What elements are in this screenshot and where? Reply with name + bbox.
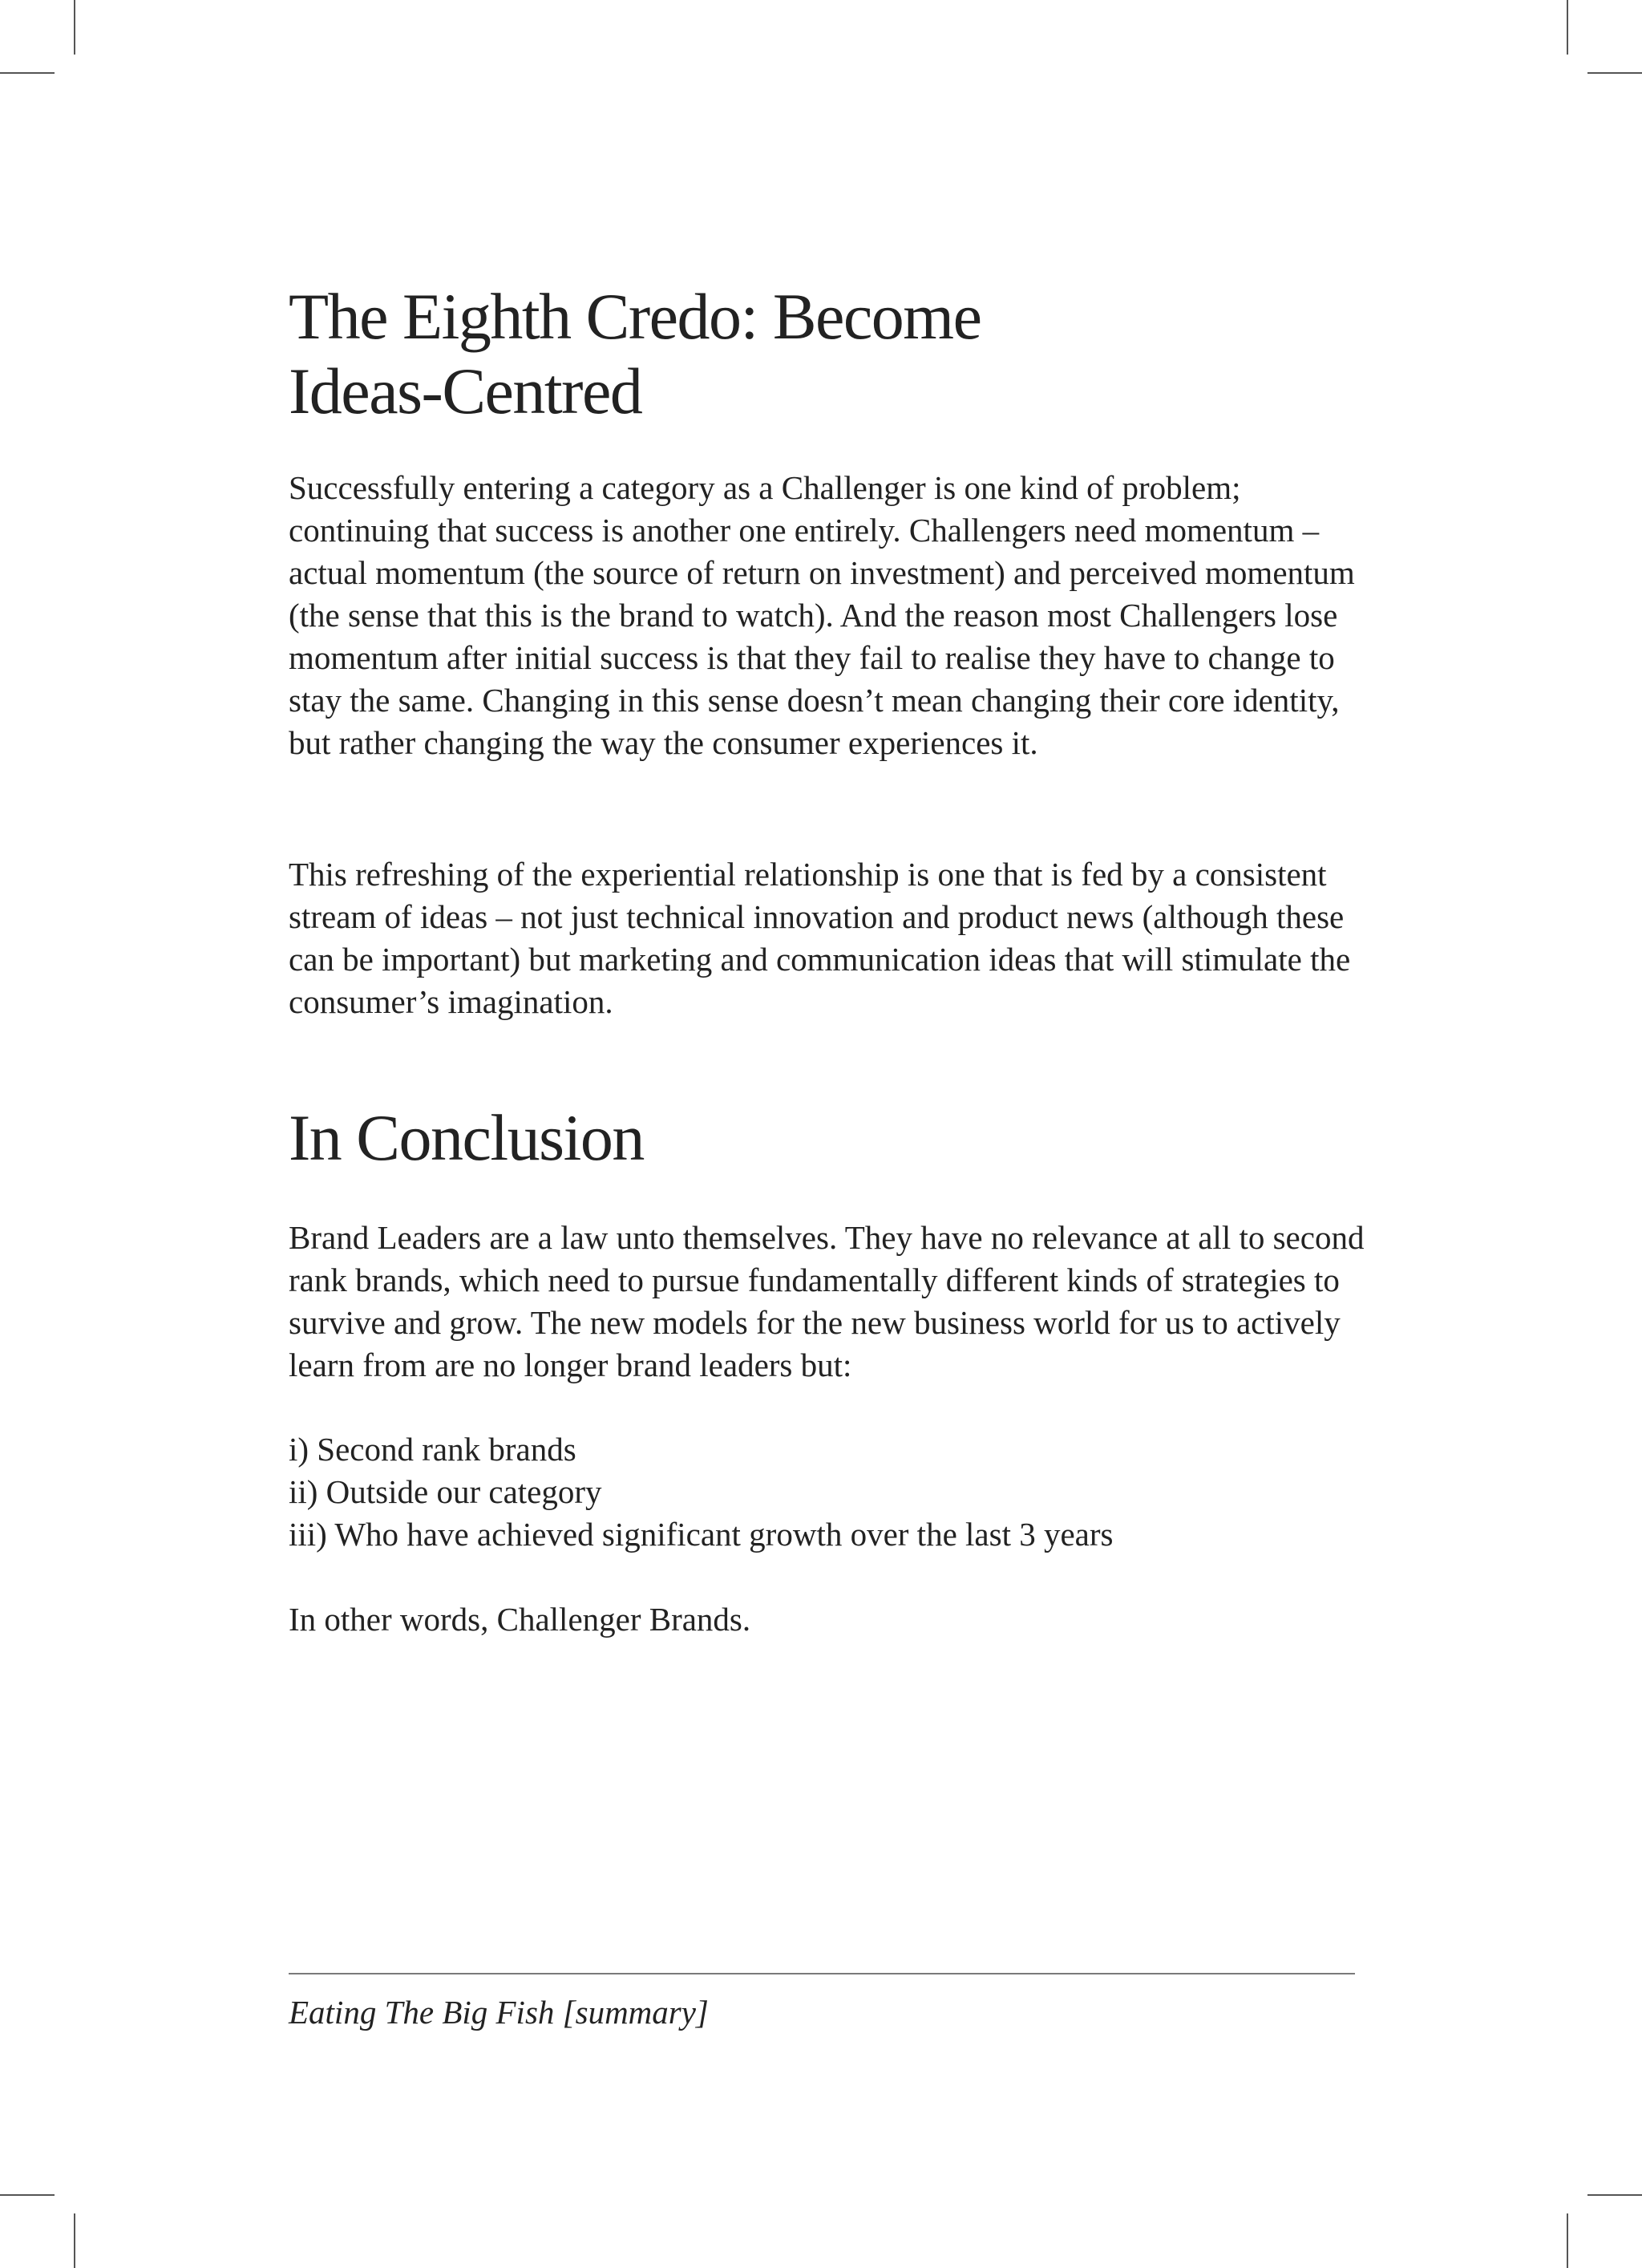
credo-heading-line1: The Eighth Credo: Become <box>289 280 981 353</box>
footer-title: Eating The Big Fish [summary] <box>289 1994 709 2031</box>
conclusion-heading: In Conclusion <box>289 1101 644 1174</box>
credo-heading <box>289 279 1411 428</box>
list-item: i) Second rank brands <box>289 1431 576 1468</box>
credo-paragraph-2: This refreshing of the experiential relationship is one that is fed by a consistent stream of ideas – not just technical innovation and product news (although these can be important) but marketing and communication ideas that will stimulate the consumer’s imagination. <box>289 856 1351 1020</box>
list-item: ii) Outside our category <box>289 1473 602 1510</box>
credo-paragraph-1: Successfully entering a category as a Challenger is one kind of problem; continuing that success is another one entirely. Challengers need momentum – actual momentum (the source of return on investment) and perceived momentum (the sense that this is the brand to watch). And the reason most Challengers lose momentum after initial success is that they fail to realise they have to change to stay the same. Changing in this sense doesn’t mean changing their core identity, but rather changing the way the consumer experiences it. <box>289 469 1355 761</box>
credo-heading-line2: Ideas-Centred <box>289 354 642 427</box>
conclusion-closing: In other words, Challenger Brands. <box>289 1601 751 1638</box>
criteria-list <box>289 1428 1113 1556</box>
list-item: iii) Who have achieved significant growth over the last 3 years <box>289 1516 1114 1553</box>
conclusion-paragraph: Brand Leaders are a law unto themselves. They have no relevance at all to second rank brands, which need to pursue fundamentally different kinds of strategies to survive and grow. The new models for the new business world for us to actively learn from are no longer brand leaders but: <box>289 1219 1365 1383</box>
footer-divider <box>289 1973 1355 1974</box>
